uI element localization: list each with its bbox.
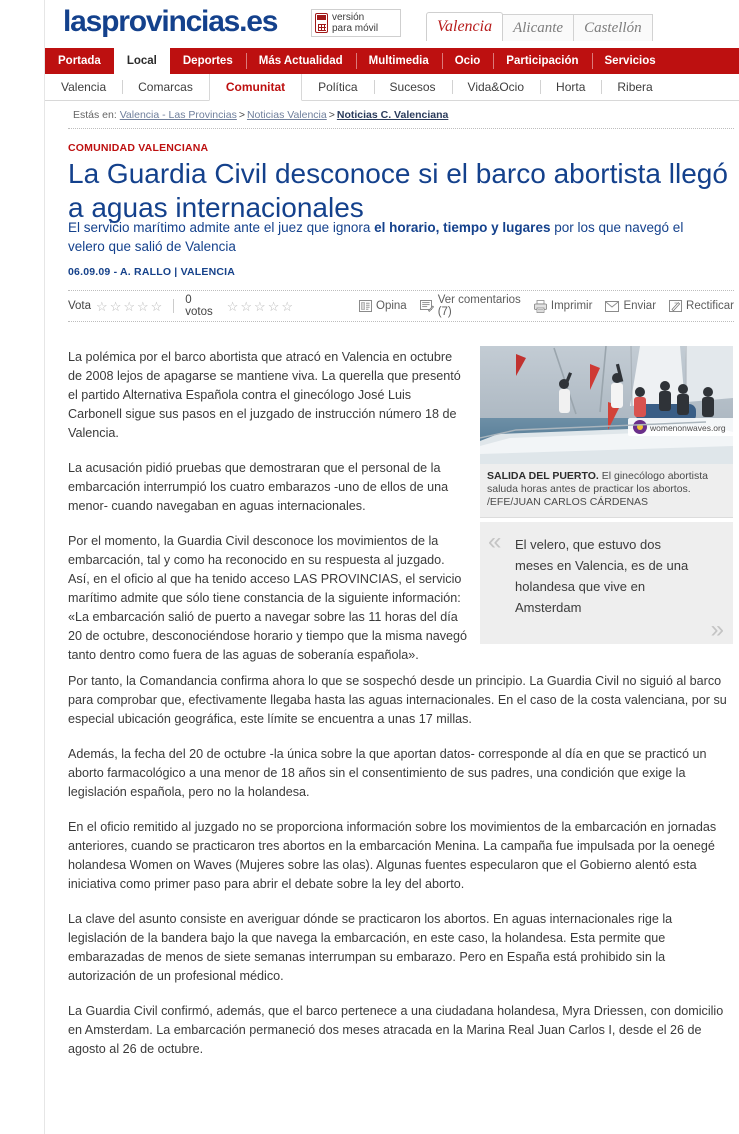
quote-open-icon: « [488, 528, 502, 555]
comments-pencil-icon [420, 300, 434, 312]
breadcrumb-separator-2: > [328, 109, 335, 121]
opina-button[interactable] [359, 300, 407, 312]
left-gutter [4, 0, 45, 1134]
subnav-item-vidayocio[interactable]: Vida&Ocio [452, 74, 540, 100]
enviar-button[interactable] [605, 300, 656, 312]
site-logo[interactable]: lasprovincias.es [63, 5, 278, 38]
divider-under-breadcrumb [68, 128, 734, 130]
subhead-emphasis: el horario, tiempo y lugares [374, 220, 551, 235]
nav-item-servicios[interactable]: Servicios [592, 48, 669, 74]
photo-credit: /EFE/JUAN CARLOS CÁRDENAS [487, 496, 649, 508]
subnav-item-comarcas[interactable]: Comarcas [122, 74, 209, 100]
edit-pencil-icon [669, 300, 682, 312]
star-icon[interactable]: ☆ [123, 298, 135, 314]
paragraph: En el oficio remitido al juzgado no se proporciona información sobre los movimientos de la embarcación en jornadas anteriores, cuando se practicaron tres abortos en la embarcación Menina. La campaña fue impulsada por la oenegé holandesa Women on Waves (Mujeres sobre las olas). Algunas fuentes especularon que el Gobierno alentó esta iniciativa como primer paso para abrir el debate sobre la ley del aborto. [68, 820, 717, 891]
breadcrumb-link-2[interactable]: Noticias Valencia [246, 109, 327, 121]
mobile-version-line-2: para móvil [332, 23, 379, 34]
article-toolbar [68, 290, 734, 322]
vote-stars[interactable] [96, 300, 162, 313]
printer-icon [534, 300, 547, 313]
toolbar-divider [173, 299, 174, 313]
masthead [45, 0, 739, 48]
nav-item-participacion[interactable]: Participación [493, 48, 591, 74]
star-icon: ☆ [281, 298, 293, 314]
breadcrumb-current: Noticias C. Valenciana [336, 109, 449, 121]
star-icon[interactable]: ☆ [150, 298, 163, 314]
quote-close-icon: » [710, 616, 724, 643]
city-tabs [426, 12, 652, 41]
photo-illustration [480, 346, 733, 464]
nav-item-local[interactable]: Local [114, 48, 170, 74]
breadcrumb-link-1[interactable]: Valencia - Las Provincias [119, 109, 237, 121]
toolbar-actions [359, 294, 734, 318]
breadcrumb-separator-1: > [238, 109, 245, 121]
subhead-text-before: El servicio marítimo admite ante el juez que ignora [68, 220, 375, 235]
envelope-icon [605, 301, 619, 312]
pull-quote [480, 522, 733, 644]
average-rating-stars [227, 300, 293, 313]
star-icon: ☆ [254, 298, 266, 314]
paragraph: La polémica por el barco abortista que atracó en Valencia en octubre de 2008 lejos de apagarse se mantiene viva. La querella que presentó el partido Alternativa Española contra el ginecólogo José Luis Carbonell sigue sus pasos en el juzgado de instrucción número 18 de Valencia. [68, 350, 461, 440]
photo-caption [480, 464, 733, 518]
paragraph: La Guardia Civil confirmó, además, que el barco pertenece a una ciudadana holandesa, Myra Driessen, con domicilio en Amsterdam. La embarcación permaneció dos meses atracada en la Marina Real Juan Carlos I, desde el 26 de agosto al 26 de octubre. [68, 1004, 724, 1056]
article-body-full-width [68, 672, 728, 1075]
ver-comentarios-button[interactable] [420, 294, 521, 318]
nav-item-mas-actualidad[interactable]: Más Actualidad [246, 48, 356, 74]
subnav-item-politica[interactable]: Política [318, 80, 358, 94]
paragraph: La clave del asunto consiste en averiguar dónde se practicaron los abortos. En aguas internacionales rige la legislación de la bandera bajo la que navega la embarcación, en este caso, la holandesa. Esta permite que embarazadas de menos de siete semanas interrumpan su embarazo. Pero en España está prohibido sin la autorización de un profesional médico. [68, 912, 673, 983]
mobile-phone-icon [315, 13, 328, 33]
svg-text:womenonwaves.org: womenonwaves.org [650, 423, 726, 433]
subnav-item-sucesos[interactable]: Sucesos [374, 74, 452, 100]
enviar-label: Enviar [623, 300, 657, 312]
paragraph: Por el momento, la Guardia Civil desconoce los movimientos de la embarcación, tal y como ha reconocido en su respuesta al juzgado. Así, en el oficio al que ha tenido acceso LAS PROVINCIAS, el servicio marítimo admite que sólo tiene constancia de la siguiente información: «La embarcación salió de puerto a navegar sobre las 11 horas del día 20 de octubre, desconociéndose horario y tiempo que la misma navegó tanto dentro como fuera de las aguas de soberanía española». [68, 534, 468, 662]
votes-count-label: 0 votos [185, 294, 213, 318]
star-icon[interactable]: ☆ [109, 298, 122, 314]
paragraph: La acusación pidió pruebas que demostraran que el personal de la embarcación interrumpió los cuatro embarazos -uno de ellos de una menor- cuando navegaban en aguas internacionales. [68, 461, 449, 513]
nav-item-portada[interactable]: Portada [58, 55, 101, 67]
breadcrumb-prefix: Estás en: [73, 109, 117, 121]
article-photo-block [480, 346, 733, 518]
mobile-version-line-1: versión [332, 12, 365, 23]
ver-comentarios-label: Ver comentarios (7) [437, 294, 521, 318]
paragraph: Además, la fecha del 20 de octubre -la única sobre la que aportan datos- corresponde al día en que se practicó un aborto farmacológico a una menor de 18 años sin el consentimiento de sus padres, una condición que exige la legislación española, pero no la holandesa. [68, 747, 707, 799]
star-icon: ☆ [226, 298, 239, 314]
city-tab-valencia[interactable]: Valencia [426, 12, 503, 41]
photo-caption-text: El ginecólogo abortista saluda horas antes de practicar los abortos. [487, 470, 708, 495]
pull-quote-text: El velero, que estuvo dos meses en Valencia, es de una holandesa que vive en Amsterdam [515, 537, 689, 615]
article-body-left-column [68, 348, 468, 681]
star-icon[interactable]: ☆ [96, 298, 108, 314]
subnav-item-ribera[interactable]: Ribera [601, 74, 668, 100]
photo-caption-lead: SALIDA DEL PUERTO. [487, 470, 599, 482]
article-kicker: COMUNIDAD VALENCIANA [68, 142, 209, 154]
article-subhead [68, 218, 713, 256]
star-icon[interactable]: ☆ [137, 298, 149, 314]
vote-label: Vota [68, 300, 92, 312]
rectificar-label: Rectificar [686, 300, 734, 312]
article-byline: 06.09.09 - A. RALLO | VALENCIA [68, 266, 236, 278]
imprimir-label: Imprimir [550, 300, 593, 312]
imprimir-button[interactable] [534, 300, 593, 313]
city-tab-alicante[interactable]: Alicante [502, 14, 574, 41]
city-tab-castellon[interactable]: Castellón [573, 14, 653, 41]
nav-item-deportes[interactable]: Deportes [182, 55, 233, 67]
rectificar-button[interactable] [669, 300, 734, 312]
star-icon: ☆ [240, 298, 253, 314]
nav-item-multimedia[interactable]: Multimedia [356, 48, 442, 74]
page-title: La Guardia Civil desconoce si el barco abortista llegó a aguas internacionales [68, 158, 728, 223]
subnav-item-comunitat[interactable]: Comunitat [209, 74, 302, 101]
mobile-version-link[interactable] [311, 9, 401, 37]
paragraph: Por tanto, la Comandancia confirma ahora lo que se sospechó desde un principio. La Guardia Civil no siguió al barco para comprobar que, efectivamente llegaba hasta las aguas internacionales. En el caso de la costa valenciana, por su especial ubicación geográfica, este límite se encuentra a unas 17 millas. [68, 674, 727, 726]
sub-navigation [45, 74, 739, 101]
subnav-item-valencia[interactable]: Valencia [61, 80, 107, 94]
mobile-version-label [332, 12, 378, 34]
article-photo [480, 346, 733, 464]
nav-item-ocio[interactable]: Ocio [442, 48, 494, 74]
breadcrumb [73, 109, 448, 121]
main-navigation [45, 48, 739, 74]
subhead-text-after: por los que navegó el velero que salió de Valencia [68, 220, 684, 254]
star-icon: ☆ [267, 298, 280, 314]
opina-label: Opina [376, 300, 407, 312]
subnav-item-horta[interactable]: Horta [540, 74, 601, 100]
comment-lines-icon [359, 300, 372, 312]
